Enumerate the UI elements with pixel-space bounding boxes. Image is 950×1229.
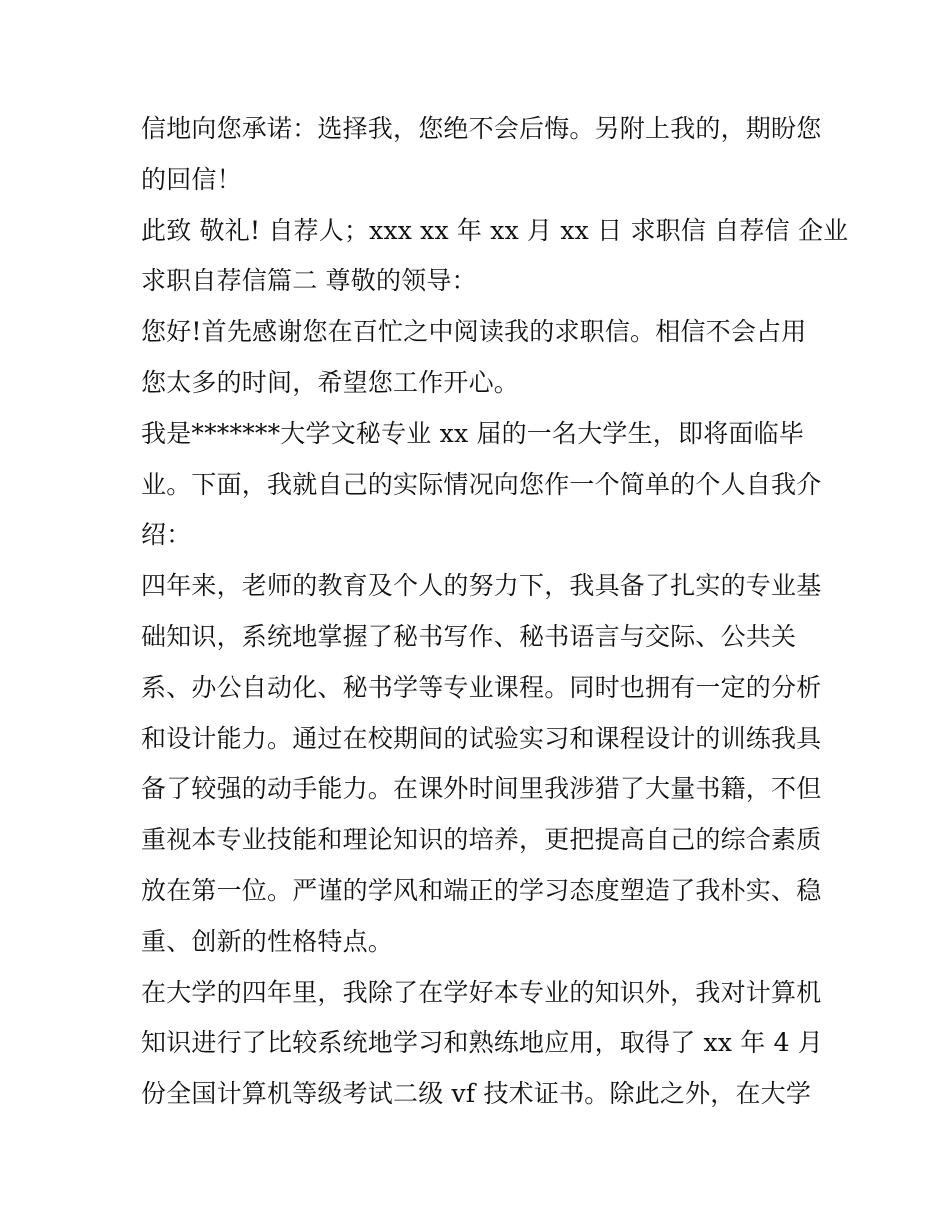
- text-line: 绍：: [141, 520, 192, 550]
- text-line: 知识进行了比较系统地学习和熟练地应用，取得了 xx 年 4 月: [141, 1028, 824, 1058]
- text-line: 础知识，系统地掌握了秘书写作、秘书语言与交际、公共关: [141, 621, 797, 651]
- text-line: 求职自荐信篇二 尊敬的领导：: [141, 266, 477, 296]
- text-line: 重视本专业技能和理论知识的培养，更把提高自己的综合素质: [141, 825, 822, 855]
- text-line: 份全国计算机等级考试二级 vf 技术证书。除此之外，在大学: [141, 1079, 812, 1109]
- text-line: 此致 敬礼! 自荐人；xxx xx 年 xx 月 xx 日 求职信 自荐信 企业: [141, 215, 849, 245]
- text-line: 信地向您承诺：选择我，您绝不会后悔。另附上我的，期盼您: [141, 114, 822, 143]
- text-line: 系、办公自动化、秘书学等专业课程。同时也拥有一定的分析: [141, 672, 822, 702]
- text-line: 我是*******大学文秘专业 xx 届的一名大学生，即将面临毕: [141, 418, 804, 448]
- text-line: 您好!首先感谢您在百忙之中阅读我的求职信。相信不会占用: [141, 317, 807, 347]
- text-line: 备了较强的动手能力。在课外时间里我涉猎了大量书籍，不但: [141, 774, 822, 804]
- text-line: 的回信！: [141, 164, 242, 194]
- text-line: 在大学的四年里，我除了在学好本专业的知识外，我对计算机: [141, 977, 822, 1007]
- text-line: 放在第一位。严谨的学风和端正的学习态度塑造了我朴实、稳: [141, 875, 822, 905]
- text-line: 重、创新的性格特点。: [141, 926, 394, 956]
- text-line: 和设计能力。通过在校期间的试验实习和课程设计的训练我具: [141, 723, 822, 753]
- text-line: 四年来，老师的教育及个人的努力下，我具备了扎实的专业基: [141, 571, 822, 601]
- document-body: [141, 104, 849, 1120]
- text-line: 您太多的时间，希望您工作开心。: [141, 367, 520, 397]
- text-line: 业。下面，我就自己的实际情况向您作一个简单的个人自我介: [141, 469, 822, 499]
